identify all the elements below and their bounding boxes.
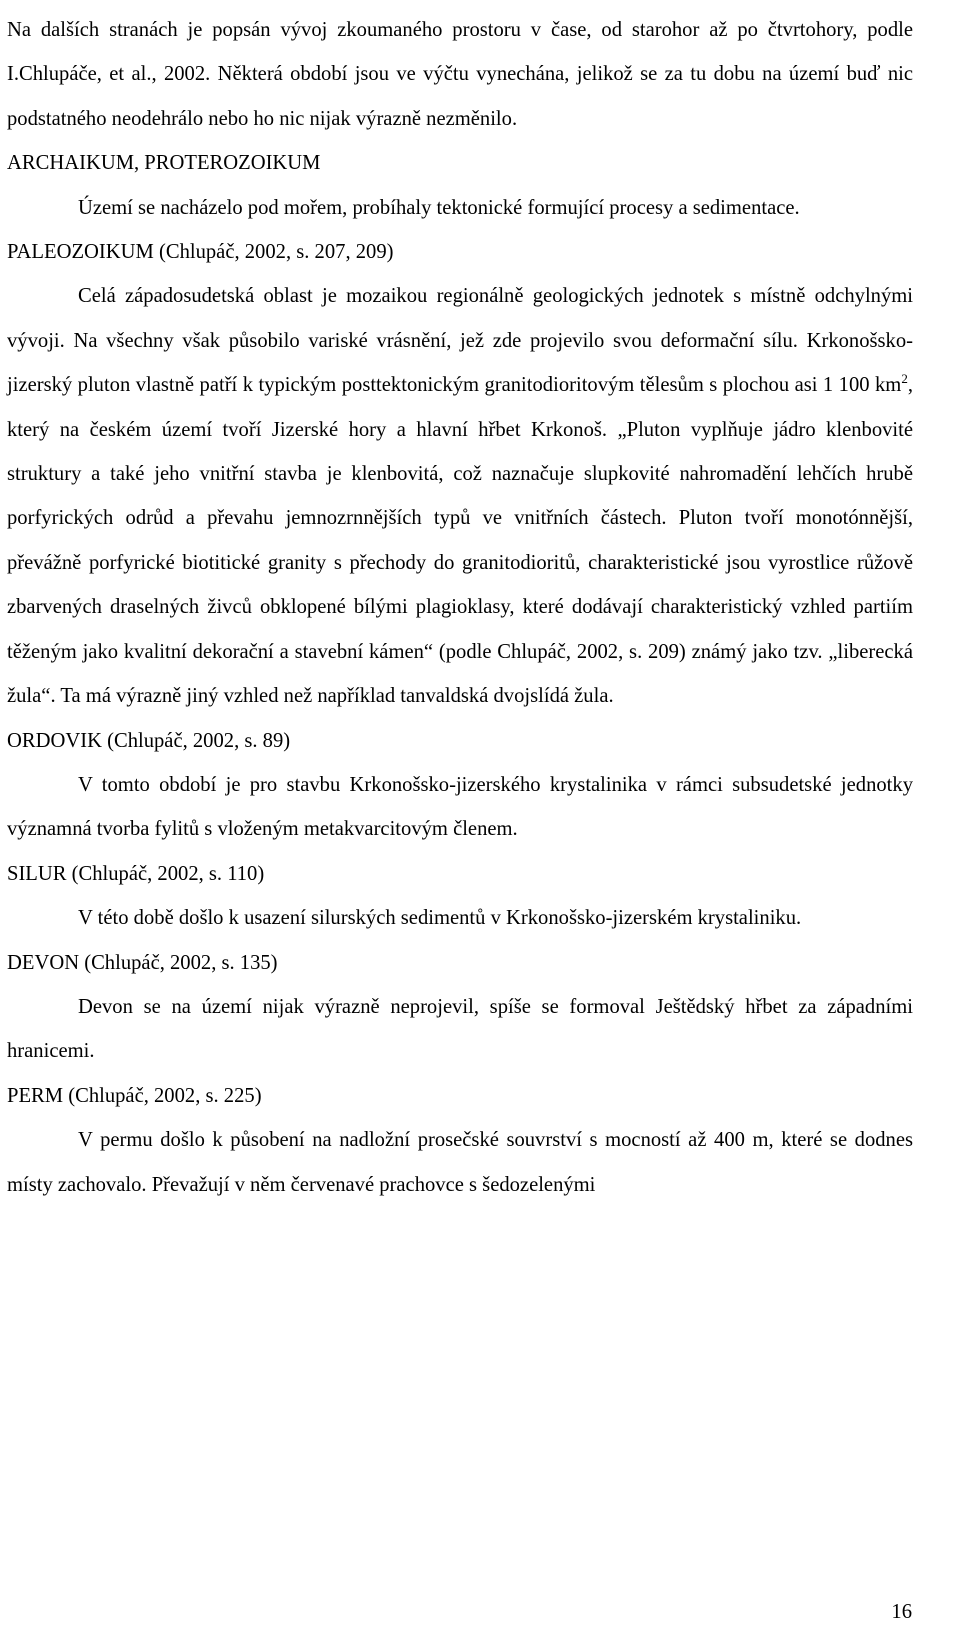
document-page (7, 0, 913, 1207)
paleozoikum-text-a: Celá západosudetská oblast je mozaikou regionálně geologických jednotek s místně odchylnými vývoji. Na všechny však působilo variské vrásnění, jež zde projevilo svou deformační sílu. Krkonošsko-jizerský pluton vlastně patří k typickým posttektonickým granitodioritovým tělesům s plochou asi 1 100 km (7, 285, 913, 397)
superscript-2: 2 (901, 371, 908, 387)
heading-ordovik: ORDOVIK (Chlupáč, 2002, s. 89) (7, 729, 291, 752)
paleozoikum-text-b: , který na českém území tvoří Jizerské hory a hlavní hřbet Krkonoš. „Pluton vyplňuje jádro klenbovité struktury a také jeho vnitřní stavba je klenbovitá, což naznačuje slupkovité nahromadění lehčích hrubě porfyrických odrůd a převahu jemnozrnnějších typů ve vnitřních částech. Pluton tvoří monotónnější, převážně porfyrické biotitické granity s přechody do granitodioritů, charakteristické jsou vyrostlice růžově zbarvených draselných živců obklopené bílými plagioklasy, které dodávají charakteristický vzhled partiím těženým jako kvalitní dekorační a stavební kámen“ (podle Chlupáč, 2002, s. 209) známý jako tzv. „liberecká žula“. Ta má výrazně jiný vzhled než například tanvaldská dvojslídá žula. (7, 374, 913, 708)
heading-paleozoikum: PALEOZOIKUM (Chlupáč, 2002, s. 207, 209) (7, 241, 394, 264)
paragraph-devon: Devon se na území nijak výrazně neprojevil, spíše se formoval Ještědský hřbet za západními hranicemi. (7, 995, 913, 1063)
paragraph-perm: V permu došlo k působení na nadložní prosečské souvrství s mocností až 400 m, které se dodnes místy zachovalo. Převažují v něm červenavé prachovce s šedozelenými (7, 1129, 913, 1196)
heading-archaikum: ARCHAIKUM, PROTEROZOIKUM (7, 152, 321, 175)
paragraph-silur: V této době došlo k usazení silurských sedimentů v Krkonošsko-jizerském krystaliniku. (78, 907, 802, 930)
page-number: 16 (891, 1601, 912, 1623)
heading-silur: SILUR (Chlupáč, 2002, s. 110) (7, 862, 265, 885)
paragraph-archaikum: Území se nacházelo pod mořem, probíhaly tektonické formující procesy a sedimentace. (78, 196, 800, 219)
intro-paragraph: Na dalších stranách je popsán vývoj zkoumaného prostoru v čase, od starohor až po čtvrtohory, podle I.Chlupáče, et al., 2002. Některá období jsou ve výčtu vynechána, jelikož se za tu dobu na území buď nic podstatného neodehrálo nebo ho nic nijak výrazně nezměnilo. (7, 19, 913, 130)
paragraph-paleozoikum (7, 274, 913, 718)
paragraph-ordovik: V tomto období je pro stavbu Krkonošsko-jizerského krystalinika v rámci subsudetské jednotky významná tvorba fylitů s vloženým metakvarcitovým členem. (7, 773, 913, 841)
heading-devon: DEVON (Chlupáč, 2002, s. 135) (7, 951, 278, 974)
heading-perm: PERM (Chlupáč, 2002, s. 225) (7, 1084, 262, 1107)
